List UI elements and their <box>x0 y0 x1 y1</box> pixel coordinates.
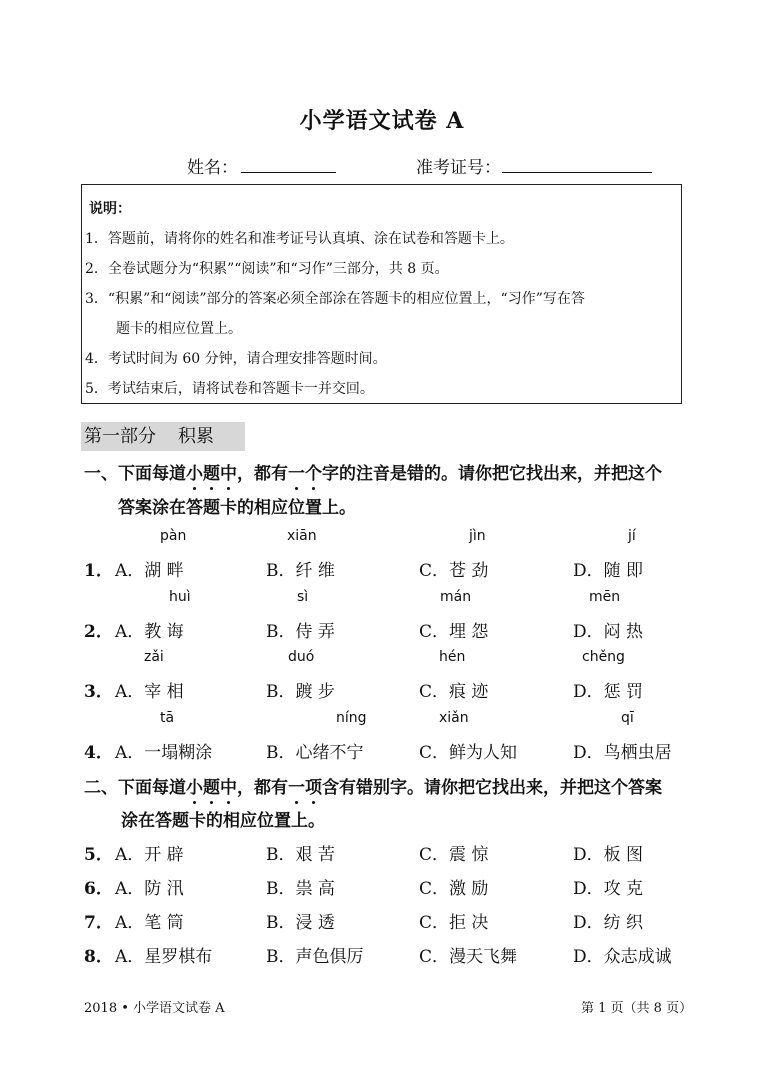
option-d: D．随 即 <box>573 561 644 581</box>
pinyin: jí <box>628 528 636 544</box>
instructions-heading: 说明： <box>89 201 131 217</box>
option-a: A．教 诲 <box>115 622 184 642</box>
name-label: 姓名： <box>187 158 238 178</box>
option-d: D．板 图 <box>573 845 644 865</box>
question-number: 6． <box>84 879 113 899</box>
pinyin: mán <box>440 589 472 605</box>
page-title: 小学语文试卷 A <box>299 108 465 134</box>
question-group-2-line1: 二、下面每道小题中，都有一项含有错别字。请你把它找出来，并把这个答案 <box>84 773 662 798</box>
option-a: A．宰 相 <box>115 682 184 702</box>
option-a: A．星罗棋布 <box>115 947 213 967</box>
option-d: D．攻 克 <box>573 879 644 899</box>
option-b: B．声色俱厉 <box>266 947 364 967</box>
section-part: 第一部分 <box>84 426 156 447</box>
question-number: 2． <box>84 622 113 642</box>
pinyin: mēn <box>589 589 621 605</box>
pinyin: duó <box>288 649 315 665</box>
instruction-item: 2．全卷试题分为“积累”“阅读”和“习作”三部分，共 8 页。 <box>85 261 449 277</box>
option-c: C．苍 劲 <box>419 561 489 581</box>
option-c: C．痕 迹 <box>419 682 489 702</box>
option-b: B．艰 苦 <box>266 845 335 865</box>
option-a: A．一塌糊涂 <box>115 743 213 763</box>
section-heading <box>81 422 245 451</box>
option-b: B．浸 透 <box>266 913 335 933</box>
question-number: 5． <box>84 845 113 865</box>
option-d: D．闷 热 <box>573 622 644 642</box>
instructions-box <box>81 184 682 404</box>
option-b: B．侍 弄 <box>266 622 335 642</box>
option-d: D．鸟栖虫居 <box>573 743 672 763</box>
question-group-2-line2: 涂在答题卡的相应位置上。 <box>121 811 325 831</box>
question-number: 4． <box>84 743 113 763</box>
option-b: B．祟 高 <box>266 879 335 899</box>
section-name: 积累 <box>178 426 214 447</box>
option-c: C．激 励 <box>419 879 489 899</box>
pinyin: níng <box>336 710 367 726</box>
option-b: B．纤 维 <box>266 561 335 581</box>
instruction-item: 题卡的相应位置上。 <box>116 321 242 337</box>
name-blank <box>241 172 336 173</box>
pinyin: zǎi <box>144 649 164 665</box>
option-b: B．心绪不宁 <box>266 743 364 763</box>
option-b: B．踱 步 <box>266 682 335 702</box>
question-number: 7． <box>84 913 113 933</box>
option-c: C．漫天飞舞 <box>419 947 518 967</box>
pinyin: hén <box>439 649 466 665</box>
instruction-item: 4．考试时间为 60 分钟，请合理安排答题时间。 <box>85 351 387 367</box>
option-d: D．惩 罚 <box>573 682 644 702</box>
pinyin: chěng <box>582 649 625 665</box>
exam-id-label: 准考证号： <box>416 158 501 178</box>
option-c: C．鲜为人知 <box>419 743 518 763</box>
question-number: 8． <box>84 947 113 967</box>
exam-id-blank <box>502 172 652 173</box>
pinyin: qī <box>621 710 634 726</box>
instruction-item: 1．答题前，请将你的姓名和准考证号认真填、涂在试卷和答题卡上。 <box>85 231 514 247</box>
pinyin: huì <box>169 589 191 605</box>
option-d: D．众志成诚 <box>573 947 672 967</box>
question-group-1-line2: 答案涂在答题卡的相应位置上。 <box>118 498 356 518</box>
option-a: A．开 辟 <box>115 845 184 865</box>
question-number: 3． <box>84 682 113 702</box>
pinyin: xiān <box>287 528 317 544</box>
instruction-item: 5．考试结束后，请将试卷和答题卡一并交回。 <box>85 381 374 397</box>
option-a: A．湖 畔 <box>115 561 184 581</box>
instruction-item: 3．“积累”和“阅读”部分的答案必须全部涂在答题卡的相应位置上，“习作”写在答 <box>85 291 585 307</box>
pinyin: sì <box>297 589 309 605</box>
pinyin: jìn <box>469 528 486 544</box>
option-c: C．埋 怨 <box>419 622 489 642</box>
question-number: 1． <box>84 561 113 581</box>
footer-left: 2018 • 小学语文试卷 A <box>84 1001 225 1016</box>
option-c: C．震 惊 <box>419 845 489 865</box>
option-c: C．拒 决 <box>419 913 489 933</box>
option-a: A．笔 筒 <box>115 913 184 933</box>
option-d: D．纺 织 <box>573 913 644 933</box>
option-a: A．防 汛 <box>115 879 184 899</box>
question-group-1-line1: 一、下面每道小题中，都有一个字的注音是错的。请你把它找出来，并把这个 <box>84 459 662 484</box>
pinyin: tā <box>160 710 175 726</box>
pinyin: xiǎn <box>439 710 469 726</box>
footer-page-number: 第 1 页（共 8 页） <box>581 1001 693 1016</box>
pinyin: pàn <box>160 528 187 544</box>
